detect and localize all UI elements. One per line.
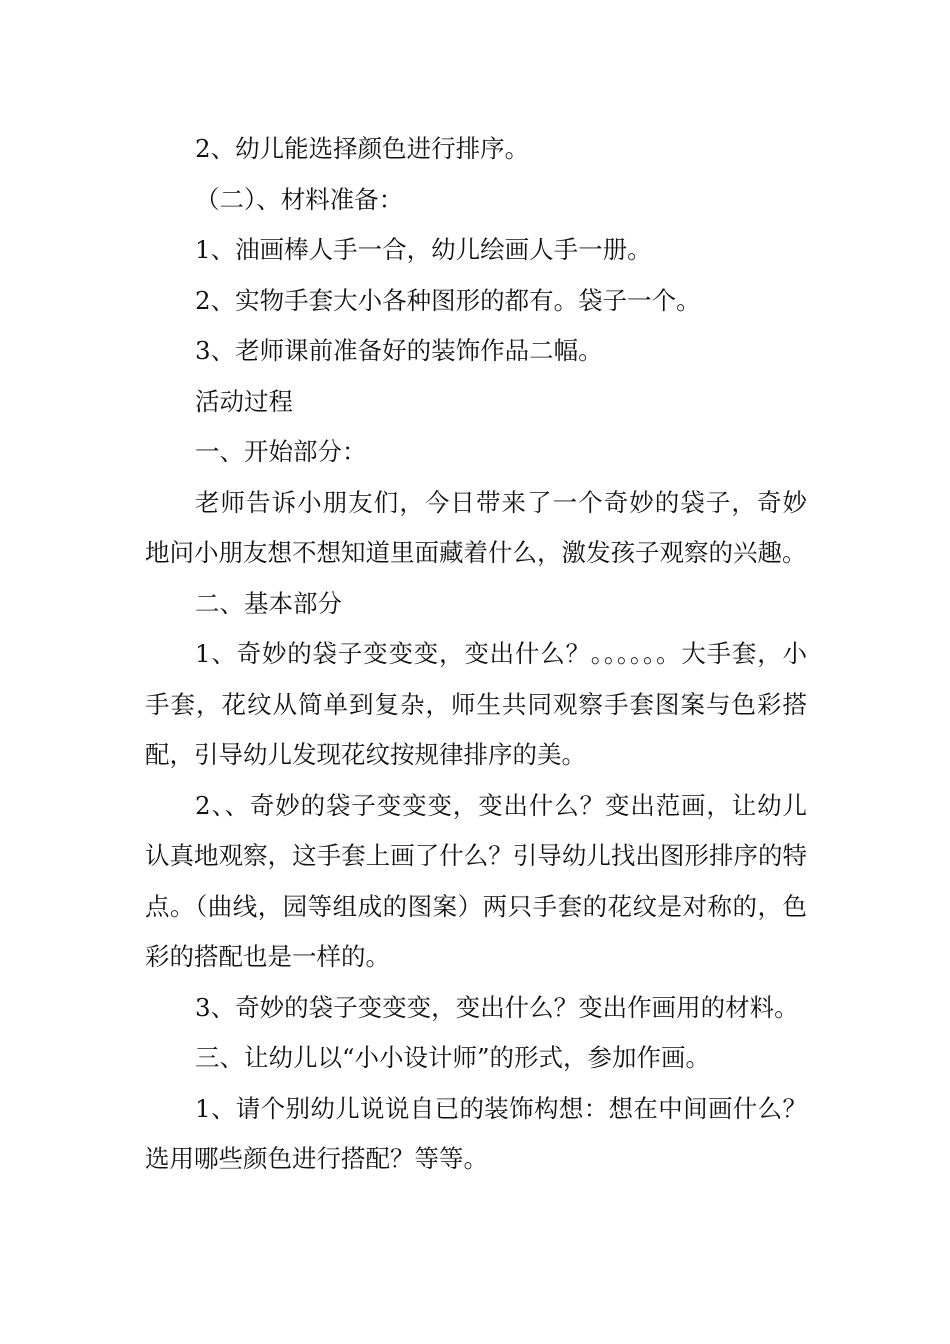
- heading-basic-part: 二、基本部分: [195, 588, 342, 618]
- paragraph-designer-1: 1、请个别幼儿说说自已的装饰构想：想在中间画什么？选用哪些颜色进行搭配？等等。: [145, 1093, 807, 1173]
- paragraph-opening-text: 老师告诉小朋友们，今日带来了一个奇妙的袋子，奇妙地问小朋友想不想知道里面藏着什么，激发孩子观察的兴趣。: [145, 487, 807, 567]
- paragraph-material-3: 3、老师课前准备好的装饰作品二幅。: [195, 336, 603, 365]
- paragraph-basic-2: 2、、奇妙的袋子变变变，变出什么？变出范画，让幼儿认真地观察，这手套上画了什么？引导幼儿找出图形排序的特点。（曲线，园等组成的图案）两只手套的花纹是对称的，色彩的搭配也是一样的。: [145, 790, 807, 971]
- paragraph-basic-1: 1、奇妙的袋子变变变，变出什么？。。。。。。大手套，小手套，花纹从简单到复杂，师生共同观察手套图案与色彩搭配，引导幼儿发现花纹按规律排序的美。: [145, 639, 807, 769]
- heading-opening-part: 一、开始部分：: [195, 437, 367, 466]
- heading-materials: （二）、材料准备：: [195, 184, 404, 214]
- paragraph-material-2: 2、实物手套大小各种图形的都有。袋子一个。: [195, 285, 701, 315]
- paragraph-goal-2: 2、幼儿能选择颜色进行排序。: [195, 134, 530, 163]
- heading-activity-process: 活动过程: [195, 386, 293, 416]
- paragraph-basic-3: 3、奇妙的袋子变变变，变出什么？变出作画用的材料。: [195, 992, 799, 1022]
- heading-designer-part: 三、让幼儿以“小小设计师”的形式，参加作画。: [195, 1043, 711, 1072]
- paragraph-material-1: 1、油画棒人手一合，幼儿绘画人手一册。: [195, 235, 652, 264]
- document-body: [145, 124, 807, 1185]
